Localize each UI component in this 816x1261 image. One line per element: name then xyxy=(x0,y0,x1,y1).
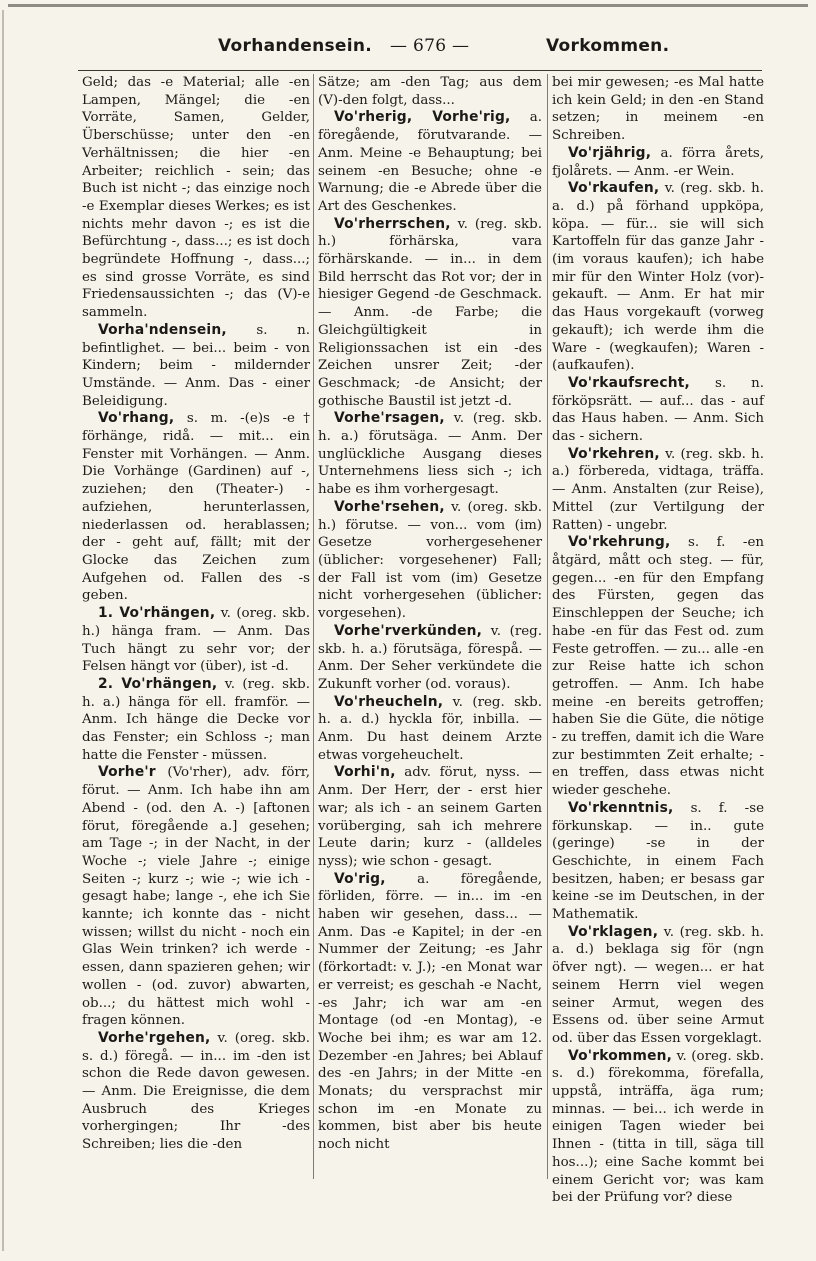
header-rule xyxy=(78,70,762,71)
column-2 xyxy=(318,74,542,1179)
dictionary-entry xyxy=(318,216,542,411)
entry-text: v. (reg. skb. h. a.) hänga för ell. framför. — Anm. Ich hänge die Decke vor das Fenster; ein Schloss -; man hatte die Fenster - müssen. xyxy=(82,676,310,763)
headword: Vorhe'rverkünden, xyxy=(334,622,483,639)
column-divider-2 xyxy=(547,74,548,1179)
dictionary-entry xyxy=(82,676,310,765)
entry-text: v. (reg. skb. h. a. d.) beklaga sig för (ngn öfver ngt). — wegen... er hat seinem Herrn viel wegen seiner Armut, wegen des Essens od. über seine Armut od. über das Essen vorgeklagt. xyxy=(552,924,764,1046)
dictionary-entry xyxy=(318,764,542,870)
headword: Vo'rherrschen, xyxy=(334,215,451,232)
dictionary-entry xyxy=(552,800,764,924)
dictionary-entry xyxy=(82,1030,310,1154)
column-divider-1 xyxy=(313,74,314,1179)
headword: Vo'rkaufsrecht, xyxy=(568,374,690,391)
headword: Vo'rkehrung, xyxy=(568,534,671,551)
dictionary-entry xyxy=(552,1048,764,1207)
dictionary-entry xyxy=(552,145,764,180)
entry-text: Sätze; am -den Tag; aus dem (V)-den folgt, dass... xyxy=(318,75,542,108)
dictionary-entry xyxy=(552,924,764,1048)
entry-text: s. n. förköpsrätt. — auf... das - auf das Haus haben. — Anm. Sich das - sichern. xyxy=(552,375,764,445)
entry-text: s. f. -se förkunskap. — in.. gute (geringe) -se in der Geschichte, in einem Fach besitzen, haben; er besass gar keine -se im Deutschen, in der Mathematik. xyxy=(552,800,764,923)
column-3 xyxy=(552,74,765,1206)
entry-text: a. föregående, förliden, förre. — in... im -en haben wir gesehen, dass... — Anm. Das -e Kapitel; in der -en Nummer der Zeitung; -es Jahr (förkortadt: v. J.); -en Monat war er verreist; es geschah -e Nacht, -es Jahr; ich war am -en Montage (od -en Montag), -e Woche bei ihm; es war am 12. Dezember -en Jahres; bei Ablauf des -en Jahrs; in der Mitte -en Monats; du versprachst mir schon im -en Monate zu kommen, bist aber bis heute noch nicht xyxy=(318,871,542,1153)
entry-text: v. (reg. skb. h. a. d.) på förhand uppköpa, köpa. — für... sie will sich Kartoffeln für das ganze Jahr - (im voraus kaufen); ich habe mir für den Winter Holz (vor)-gekauft. — Anm. Er hat mir das Haus vorgekauft (vorweg gekauft); ich werde ihm die Ware - (wegkaufen); Waren - (aufkaufen). xyxy=(552,181,764,374)
headword: Vorhe'rgehen, xyxy=(98,1029,211,1046)
headword: Vo'rkehren, xyxy=(568,445,660,462)
dictionary-entry xyxy=(82,605,310,676)
dictionary-entry xyxy=(318,623,542,694)
headword: Vo'rig, xyxy=(334,870,386,887)
dictionary-entry xyxy=(82,322,310,411)
entry-text: adv. förut, nyss. — Anm. Der Herr, der - erst hier war; als ich - an seinem Garten vorüberging, sah ich mehrere Leute darin; kurz - (alldeles nyss); wie schon - gesagt. xyxy=(318,765,542,869)
entry-text: (Vo'rher), adv. förr, förut. — Anm. Ich habe ihn am Abend - (od. den A. -) [aftonen förut, föregående a.] gesehen; am Tage -; in der Nacht, in der Woche -; viele Jahre -; einige Seiten -; kurz -; wie -; wie ich - gesagt habe; lange -, ehe ich Sie kannte; ich konnte das - nicht wissen; willst du nicht - noch ein Glas Wein trinken? ich werde - essen, dann spazieren gehen; wir wollen - (od. zuvor) abwarten, ob...; du hättest mich wohl - fragen können. xyxy=(82,765,310,1029)
headword: Vo'rjährig, xyxy=(568,144,652,161)
entry-text: bei mir gewesen; -es Mal hatte ich kein Geld; in den -en Stand setzen; in meinem -en Schreiben. xyxy=(552,75,764,144)
entry-text: v. (oreg. skb. s. d.) föregå. — in... im -den ist schon die Rede davon gewesen. — Anm. Die Ereignisse, die dem Ausbruch des Krieges vorhergingen; Ihr -des Schreiben; lies die -den xyxy=(82,1030,311,1153)
headword: 2. Vo'rhängen, xyxy=(98,675,218,692)
headword: Vorhe'rsagen, xyxy=(334,410,445,427)
entry-text: a. förra årets, fjolårets. — Anm. -er Wein. xyxy=(552,145,764,179)
entry-continuation xyxy=(82,74,310,322)
entry-text: v. (reg. skb. h. a.) förutsäga, förespå. — Anm. Der Seher verkündete die Zukunft vorher (od. voraus). xyxy=(318,623,542,692)
headword: Vo'rkenntnis, xyxy=(568,799,674,816)
entry-text: v. (oreg. skb. s. d.) förekomma, förefalla, uppstå, inträffa, äga rum; minnas. — bei... ich werde in einigen Tagen wieder bei Ihnen - (titta in till, säga till hos...); eine Sache kommt bei einem Gericht vor; was kam bei der Prüfung vor? diese xyxy=(552,1048,765,1206)
headword: Vo'rkommen, xyxy=(568,1047,673,1064)
entry-text: v. (reg. skb. h. a.) förutsäga. — Anm. Der unglückliche Ausgang dieses Unternehmens liess sich -; ich habe es ihm vorhergesagt. xyxy=(318,411,543,498)
entry-text: s. n. befintlighet. — bei... beim - von Kindern; beim - mildernder Umstände. — Anm. Das - einer Beleidigung. xyxy=(82,322,310,409)
headword: 1. Vo'rhängen, xyxy=(98,605,216,622)
headword: Vo'rheucheln, xyxy=(334,693,444,710)
dictionary-entry xyxy=(552,534,764,800)
entry-text: v. (reg. skb. h. a. d.) hyckla för, inbilla. — Anm. Du hast deinem Arzte etwas vorgeheuchelt. xyxy=(318,694,542,763)
entry-text: a. föregående, förutvarande. — Anm. Meine -e Behauptung; bei seinem -en Besuche; ohne -e Warnung; die -e Abrede über die Art des Geschenkes. xyxy=(318,110,542,214)
headword: Vorha'ndensein, xyxy=(98,321,227,338)
dictionary-entry xyxy=(318,694,542,765)
headword: Vorhe'r xyxy=(98,764,156,781)
header-last-word: Vorkommen. xyxy=(546,36,670,56)
column-1 xyxy=(82,74,310,1179)
entry-text: v. (oreg. skb. h.) förutse. — von... vom (im) Gesetze vorhergesehener (üblicher: vorgesehener) Fall; der Fall ist vom (im) Gesetze nicht vorhergesehen (üblicher: vorgesehen). xyxy=(318,499,542,622)
dictionary-entry xyxy=(82,410,310,605)
dictionary-entry xyxy=(318,499,542,623)
dictionary-entry xyxy=(82,764,310,1030)
headword: Vo'rherig, Vorhe'rig, xyxy=(334,109,511,126)
headword: Vorhi'n, xyxy=(334,764,396,781)
dictionary-entry xyxy=(552,446,764,535)
headword: Vo'rhang, xyxy=(98,410,175,427)
top-edge-rule xyxy=(8,4,808,7)
dictionary-entry xyxy=(318,410,542,499)
dictionary-entry xyxy=(552,180,764,375)
page-left-edge xyxy=(2,10,4,1251)
headword: Vo'rkaufen, xyxy=(568,180,660,197)
entry-text: v. (reg. skb. h. a.) förbereda, vidtaga, träffa. — Anm. Anstalten (zur Reise), Mittel (zur Vertilgung der Ratten) - ungebr. xyxy=(552,446,764,533)
page-header xyxy=(50,30,770,60)
entry-text: s. m. -(e)s -e† förhänge, ridå. — mit... ein Fenster mit Vorhängen. — Anm. Die Vorhänge (Gardinen) auf -, zuziehen; den (Theater-) - aufziehen, herunterlassen, niederlassen od. herablassen; der - geht auf, fällt; mit der Glocke das Zeichen zum Aufgehen od. Fallen des -s geben. xyxy=(82,411,310,604)
entry-text: s. f. -en åtgärd, mått och steg. — für, gegen... -en für den Empfang des Fürsten, gegen das Einschleppen der Seuche; ich habe -en für das Fest od. zum Feste getroffen. — zu... alle -en zur Reise hatte ich schon getroffen. — Anm. Ich habe meine -en bereits getroffen; haben Sie die Güte, die nötige - zu treffen, damit ich die Ware zur bestimmten Zeit erhalte; -en treffen, dass etwas nicht wieder geschehe. xyxy=(552,535,764,799)
entry-continuation xyxy=(318,74,542,109)
entry-text: v. (oreg. skb. h.) hänga fram. — Anm. Das Tuch hängt zu sehr vor; der Felsen hängt vor (über), ist -d. xyxy=(82,606,310,675)
page-number: — 676 — xyxy=(390,36,470,56)
entry-continuation xyxy=(552,74,764,145)
dictionary-entry xyxy=(318,109,542,215)
entry-text: Geld; das -e Material; alle -en Lampen, Mängel; die -en Vorräte, Samen, Gelder, Überschüsse; unter den -en Verhältnissen; die hier -en Arbeiter; reichlich - sein; das Buch ist nicht -; das einzige noch -e Exemplar dieses Werkes; es ist nichts mehr davon -; es ist die Befürchtung -, dass...; es ist doch begründete Hoffnung -, dass...; es sind grosse Vorräte, es sind Friedensaussichten -; das (V)-e sammeln. xyxy=(82,75,310,321)
dictionary-entry xyxy=(552,375,764,446)
headword: Vorhe'rsehen, xyxy=(334,498,445,515)
dictionary-entry xyxy=(318,871,542,1154)
headword: Vo'rklagen, xyxy=(568,923,659,940)
entry-text: v. (reg. skb. h.) förhärska, vara förhärskande. — in... in dem Bild herrscht das Rot vor; der in hiesiger Gegend -de Geschmack. — Anm. -de Farbe; die Gleichgültigkeit in Religionssachen ist ein -des Zeichen unsrer Zeit; -der Geschmack; -de Ansicht; der gothische Baustil ist jetzt -d. xyxy=(318,216,543,409)
header-first-word: Vorhandensein. xyxy=(218,36,373,56)
